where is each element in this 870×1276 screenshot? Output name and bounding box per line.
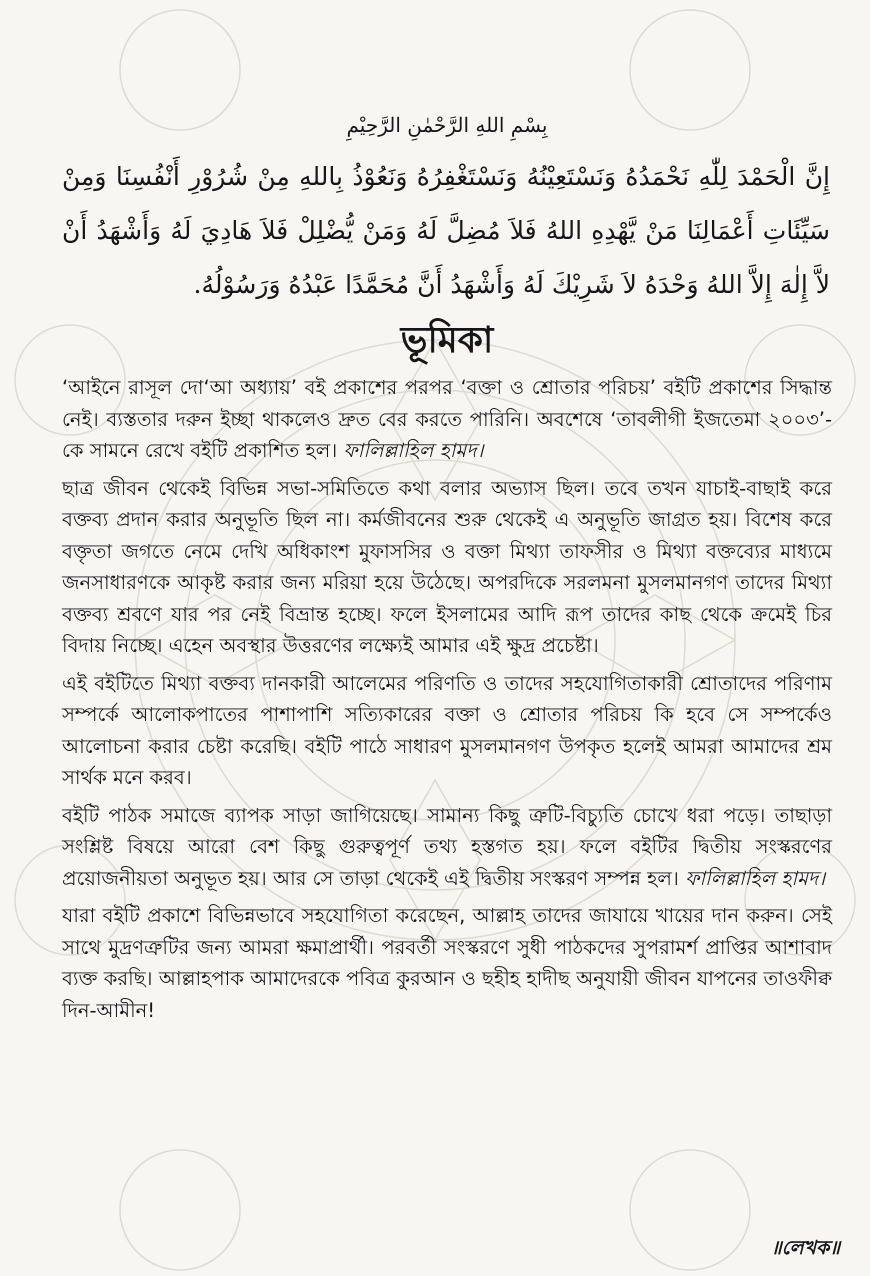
- page-content: [62, 110, 832, 1032]
- author-signature: ॥লেখক॥: [770, 1237, 840, 1259]
- bismillah: بِسْمِ اللهِ الرَّحْمٰنِ الرَّحِيْمِ: [346, 113, 548, 137]
- paragraph-5: [62, 900, 832, 1026]
- paragraph-1-italic: ফালিল্লাহিল হামদ।: [343, 439, 484, 462]
- paragraph-3: [62, 668, 832, 794]
- paragraph-4-italic: ফালিল্লাহিল হামদ।: [685, 866, 826, 890]
- paragraph-2-text: ছাত্র জীবন থেকেই বিভিন্ন সভা-সমিতিতে কথা বলার অভ্যাস ছিল। তবে তখন যাচাই-বাছাই করে বক্তব্য প্রদান করার অনুভূতি ছিল না। কর্মজীবনের শুরু থেকেই এ অনুভূতি জাগ্রত হয়। বিশেষ করে বক্তৃতা জগতে নেমে দেখি অধিকাংশ মুফাসসির ও বক্তা মিথ্যা তাফসীর ও মিথ্যা বক্তব্যের মাধ্যমে জনসাধারণকে আকৃষ্ট করার জন্য মরিয়া হয়ে উঠেছে। অপরদিকে সরলমনা মুসলমানগণ তাদের মিথ্যা বক্তব্য শ্রবণে যার পর নেই বিভ্রান্ত হচ্ছে। ফলে ইসলামের আদি রূপ তাদের কাছ থেকে ক্রমেই চির বিদায় নিচ্ছে। এহেন অবস্থার উত্তরণের লক্ষ্যেই আমার এই ক্ষুদ্র প্রচেষ্টা।: [62, 476, 832, 657]
- paragraph-3-text: এই বইটিতে মিথ্যা বক্তব্য দানকারী আলেমের পরিণতি ও তাদের সহযোগিতাকারী শ্রোতাদের পরিণাম সম্পর্কে আলোকপাতের পাশাপাশি সত্যিকারের বক্তা ও শ্রোতার পরিচয় কি হবে সে সম্পর্কেও আলোচনা করার চেষ্টা করেছি। বইটি পাঠে সাধারণ মুসলমানগণ উপকৃত হলেই আমরা আমাদের শ্রম সার্থক মনে করব।: [62, 671, 832, 789]
- paragraph-4-text: বইটি পাঠক সমাজে ব্যাপক সাড়া জাগিয়েছে। সামান্য কিছু ত্রুটি-বিচ্যুতি চোখে ধরা পড়ে। তাছাড়া সংশ্লিষ্ট বিষয়ে আরো বেশ কিছু গুরুত্বপূর্ণ তথ্য হস্তগত হয়। ফলে বইটির দ্বিতীয় সংস্করণের প্রয়োজনীয়তা অনুভূত হয়। আর সে তাড়া থেকেই এই দ্বিতীয় সংস্করণ সম্পন্ন হল।: [62, 803, 832, 890]
- paragraph-4: [62, 800, 832, 895]
- paragraph-1-text: ‘আইনে রাসূল দো‘আ অধ্যায়’ বই প্রকাশের পরপর ‘বক্তা ও শ্রোতার পরিচয়’ বইটি প্রকাশের সিদ্ধান্ত নেই। ব্যস্ততার দরুন ইচ্ছা থাকলেও দ্রুত বের করতে পারিনি। অবশেষে ‘তাবলীগী ইজতেমা ২০০৩’-কে সামনে রেখে বইটি প্রকাশিত হল।: [62, 376, 832, 462]
- paragraph-5-text: যারা বইটি প্রকাশে বিভিন্নভাবে সহযোগিতা করেছেন, আল্লাহ তাদের জাযায়ে খায়ের দান করুন। সেই সাথে মুদ্রণত্রুটির জন্য আমরা ক্ষমাপ্রার্থী। পরবর্তী সংস্করণে সুধী পাঠকদের সুপরামর্শ প্রাপ্তির আশাবাদ ব্যক্ত করছি। আল্লাহপাক আমাদেরকে পবিত্র কুরআন ও ছহীহ হাদীছ অনুযায়ী জীবন যাপনের তাওফীক্ব দিন-আমীন!: [62, 904, 832, 1022]
- paragraph-1: [62, 372, 832, 467]
- page-title: ভূমিকা: [400, 320, 494, 361]
- arabic-khutbah: إِنَّ الْحَمْدَ لِلّٰهِ نَحْمَدُهُ وَنَسْتَعِيْنُهُ وَنَسْتَغْفِرُهُ وَنَعُوْذُ بِاللهِ مِنْ شُرُوْرِ أَنْفُسِنَا وَمِنْ سَيِّئَاتِ أَعْمَالِنَا مَنْ يَّهْدِهِ اللهُ فَلاَ مُضِلَّ لَهُ وَمَنْ يُّضْلِلْ فَلاَ هَادِيَ لَهُ وَأَشْهَدُ أَنْ لاَّ إِلٰهَ إِلاَّ اللهُ وَحْدَهُ لاَ شَرِيْكَ لَهُ وَأَشْهَدُ أَنَّ مُحَمَّدًا عَبْدُهُ وَرَسُوْلُهُ.: [62, 162, 830, 299]
- paragraph-2: [62, 473, 832, 662]
